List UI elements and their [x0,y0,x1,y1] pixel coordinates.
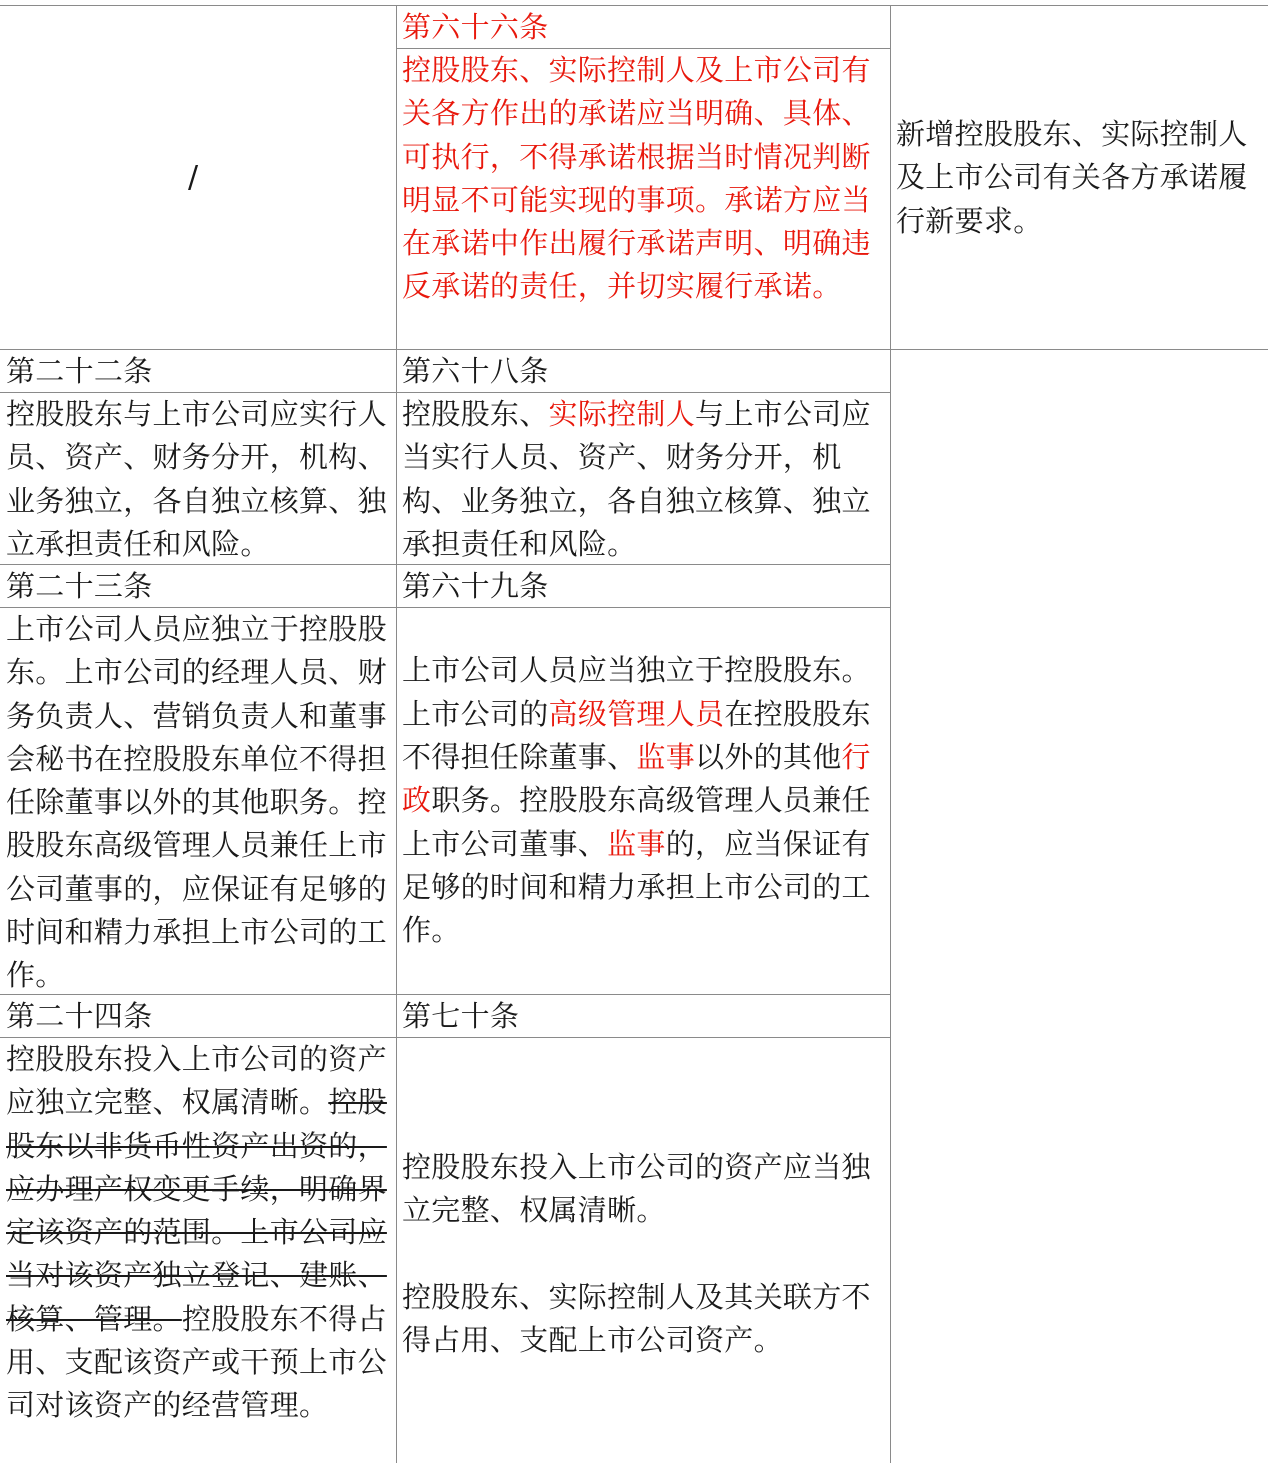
article-70-paragraph-2: 控股股东、实际控制人及其关联方不得占用、支配上市公司资产。 [402,1280,871,1358]
article-22-title: 第二十二条 [6,354,153,388]
article-24-deleted-text: 控股股东以非货币性资产出资的，应办理产权变更手续，明确界定该资产的范围。上市公司应当对该资产独立登记、建账、核算、管理。 [6,1085,387,1336]
article-69-added-text: 行政 [402,740,871,818]
article-68-title: 第六十八条 [402,354,549,388]
article-24-kept-text: 控股股东投入上市公司的资产应独立完整、权属清晰。 [6,1042,387,1120]
article-69-added-text: 监事 [636,740,696,775]
article-69-text-block [402,649,888,952]
empty-old-article-marker: / [188,160,199,195]
article-22-body: 控股股东与上市公司应实行人员、资产、财务分开，机构、业务独立，各自独立核算、独立承担责任和风险。 [6,397,387,561]
article-69-text: 的，应当保证有足够的时间和精力承担上市公司的工作。 [402,826,871,948]
article-68-body [402,393,888,566]
article-69-added-text: 高级管理人员 [548,696,725,731]
article-68-text: 与上市公司应当实行人员、资产、财务分开，机构、业务独立，各自独立核算、独立承担责任和风险。 [402,397,871,561]
article-69-text: 以外的其他 [695,740,842,775]
article-68-text: 控股股东、 [402,397,549,431]
article-24-title: 第二十四条 [6,999,153,1033]
article-70-paragraph-1: 控股股东投入上市公司的资产应当独立完整、权属清晰。 [402,1150,871,1228]
article-69-added-text: 监事 [607,826,666,861]
article-23-body: 上市公司人员应独立于控股股东。上市公司的经理人员、财务负责人、营销负责人和董事会秘书在控股股东单位不得担任除董事以外的其他职务。控股股东高级管理人员兼任上市公司董事的，应保证有足够的时间和精力承担上市公司的工作。 [6,612,387,993]
article-69-body [402,608,888,994]
article-70-title: 第七十条 [402,999,520,1033]
article-66-body: 控股股东、实际控制人及上市公司有关各方作出的承诺应当明确、具体、可执行，不得承诺根据当时情况判断明显不可能实现的事项。承诺方应当在承诺中作出履行承诺声明、明确违反承诺的责任，并切实履行承诺。 [402,53,871,304]
article-68-added-text: 实际控制人 [548,397,696,431]
article-66-title: 第六十六条 [402,10,549,44]
change-note: 新增控股股东、实际控制人及上市公司有关各方承诺履行新要求。 [896,117,1248,238]
article-24-body [6,1038,394,1428]
column-divider-1 [396,5,397,1463]
article-23-title: 第二十三条 [6,569,153,603]
article-69-text: 上市公司人员应当独立于控股股东。上市公司的 [402,653,871,731]
article-69-text: 在控股股东不得担任除董事、 [402,696,871,775]
article-69-text: 职务。控股股东高级管理人员兼任上市公司董事、 [402,783,871,861]
column-divider-2 [890,5,891,1463]
article-24-kept-text: 控股股东不得占用、支配该资产或干预上市公司对该资产的经营管理。 [6,1301,387,1423]
article-69-title: 第六十九条 [402,569,549,603]
